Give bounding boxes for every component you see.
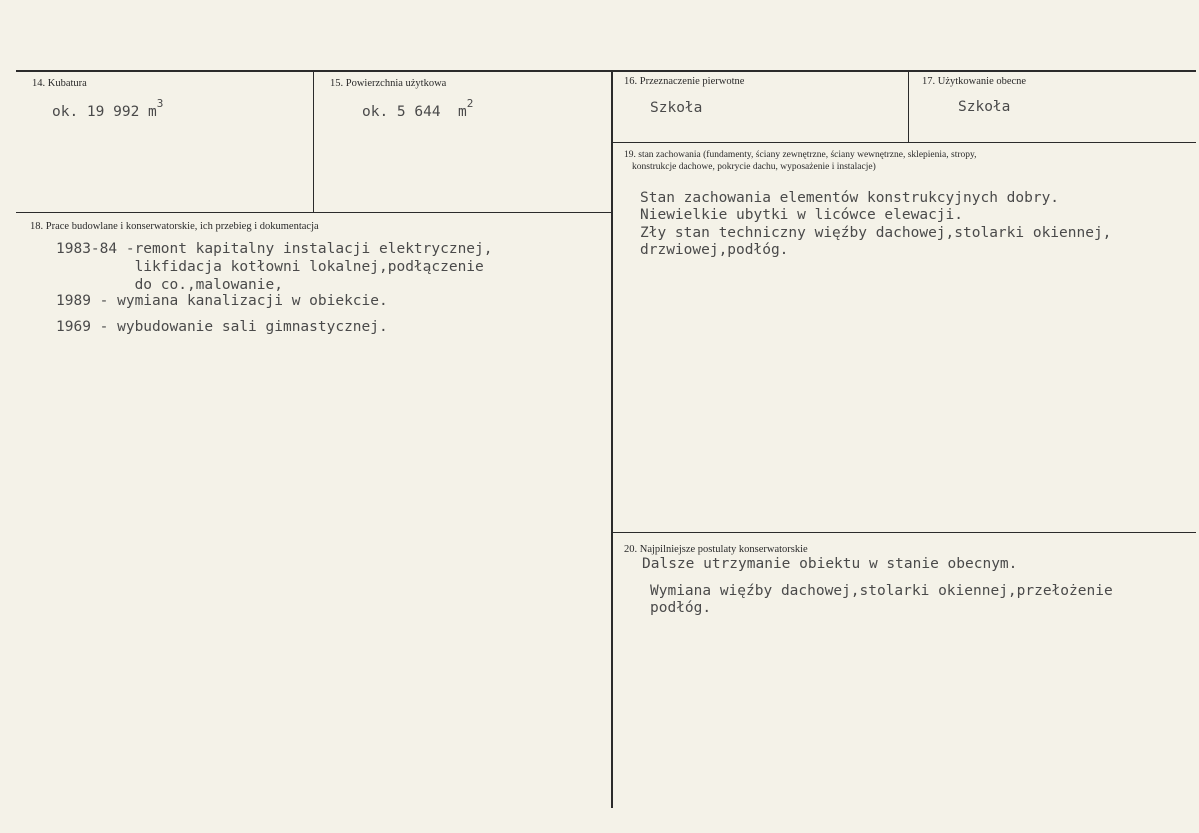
field-19-line-4: drzwiowej,podłóg. bbox=[640, 242, 789, 258]
vertical-divider-main bbox=[611, 72, 613, 808]
field-18-line-2: likfidacja kotłowni lokalnej,podłączenie bbox=[56, 259, 484, 275]
horizontal-line-19 bbox=[612, 142, 1196, 143]
field-15-value bbox=[362, 97, 474, 121]
field-15-unit-exponent: 2 bbox=[466, 97, 474, 110]
field-18-line-3: do co.,malowanie, bbox=[56, 277, 283, 293]
horizontal-line-20 bbox=[612, 532, 1196, 533]
field-15-value-text: ok. 5 644 m bbox=[362, 104, 467, 120]
field-20-line-3: podłóg. bbox=[650, 600, 712, 616]
field-14-unit-exponent: 3 bbox=[156, 97, 164, 110]
field-18-label: 18. Prace budowlane i konserwatorskie, ich przebieg i dokumentacja bbox=[30, 221, 319, 232]
top-border-line bbox=[16, 70, 1196, 72]
field-19-line-3: Zły stan techniczny więźby dachowej,stolarki okiennej, bbox=[640, 225, 1112, 241]
horizontal-line-18 bbox=[16, 212, 612, 213]
field-20-line-2: Wymiana więźby dachowej,stolarki okiennej,przełożenie bbox=[650, 583, 1113, 599]
field-14-value bbox=[52, 97, 164, 121]
field-19-line-1: Stan zachowania elementów konstrukcyjnych dobry. bbox=[640, 190, 1060, 206]
field-16-value: Szkoła bbox=[650, 100, 703, 116]
field-18-line-4: 1989 - wymiana kanalizacji w obiekcie. bbox=[56, 293, 388, 309]
field-16-label: 16. Przeznaczenie pierwotne bbox=[624, 76, 745, 87]
field-20-line-1: Dalsze utrzymanie obiektu w stanie obecnym. bbox=[642, 556, 1018, 572]
vertical-divider-right bbox=[908, 72, 909, 142]
field-15-label: 15. Powierzchnia użytkowa bbox=[330, 78, 447, 89]
field-14-label: 14. Kubatura bbox=[32, 78, 87, 89]
field-19-label-line-1: 19. stan zachowania (fundamenty, ściany zewnętrzne, ściany wewnętrzne, sklepienia, stropy, bbox=[624, 150, 977, 160]
field-14-value-text: ok. 19 992 m bbox=[52, 104, 157, 120]
field-19-label-line-2: konstrukcje dachowe, pokrycie dachu, wyposażenie i instalacje) bbox=[632, 162, 876, 172]
vertical-divider-left bbox=[313, 72, 314, 212]
field-20-label: 20. Najpilniejsze postulaty konserwatorskie bbox=[624, 544, 808, 555]
field-17-value: Szkoła bbox=[958, 99, 1011, 115]
field-18-line-1: 1983-84 -remont kapitalny instalacji elektrycznej, bbox=[56, 241, 493, 257]
field-17-label: 17. Użytkowanie obecne bbox=[922, 76, 1027, 87]
field-18-line-5: 1969 - wybudowanie sali gimnastycznej. bbox=[56, 319, 388, 335]
field-19-line-2: Niewielkie ubytki w licówce elewacji. bbox=[640, 207, 964, 223]
